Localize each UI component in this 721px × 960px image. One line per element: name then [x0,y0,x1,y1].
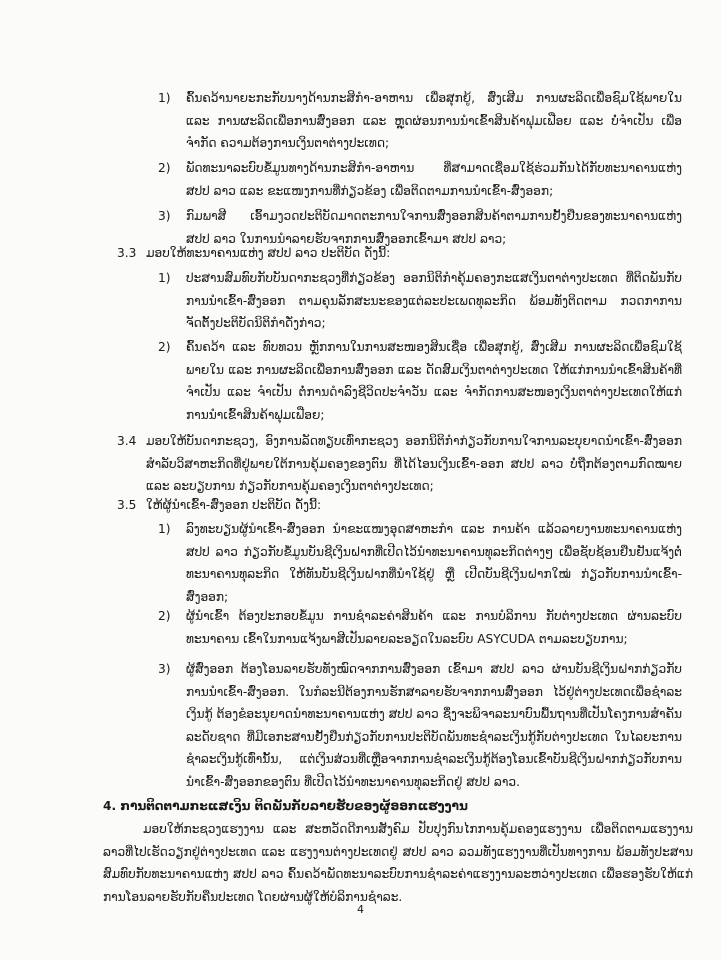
section-paragraph: ມອບໃຫ້ກະຊວງແຮງງານ ແລະ ສະຫວັດດີການສັງຄົມ ປັບປຸງກົນໄກການຄຸ້ມຄອງແຮງງານ ເພື່ອຕິດຕາມແຮງງານລາວທີ່ໄປເຮັດວຽກຢູ່ຕ່າງປະເທດ ແລະ ແຮງງານຕ່າງປະເທດຢູ່ ສປປ ລາວ ລວມທັງແຮງງານທີ່ເປັນທາງການ ພ້ອມທັງປະສານສົມທົບກັບທະນາຄານແຫ່ງ ສປປ ລາວ ຄົ້ນຄວ້າພັດທະນາລະບົບການຊຳລະຄ່າແຮງງານລະຫວ່າງປະເທດ ເພື່ອຮອງຮັບໃຫ້ແກ່ການໂອນລາຍຮັບກັບຄືນປະເທດ ໂດຍຜ່ານຜູ້ໃຫ້ບໍລິການຊຳລະ. [103,822,693,904]
item-text: ຜູ້ນຳເຂົ້າ ຕ້ອງປະກອບຂໍ້ມູນ ການຊຳລະຄ່າສິນຄ້າ ແລະ ການບໍລິການ ກັບຕ່າງປະເທດ ຜ່ານລະບົບທະນາຄານ ເຂົ້າໃນການແຈ້ງພາສີເປັນລາຍລະອຽດໃນລະບົບ ASYCUDA ຕາມລະບຽບການ; [186,609,682,646]
item-text: ຜູ້ສົ່ງອອກ ຕ້ອງໂອນລາຍຮັບທັງໝົດຈາກການສົ່ງອອກ ເຂົ້າມາ ສປປ ລາວ ຜ່ານບັນຊີເງິນຝາກກ່ຽວກັບການນຳເຂົ້າ-ສົ່ງອອກ. ໃນກໍລະນີຕ້ອງການຮັກສາລາຍຮັບຈາກການສົ່ງອອກ ໄວ້ຢູ່ຕ່າງປະເທດເພື່ອຊຳລະເງິນກູ້ ຕ້ອງຂໍອະນຸຍາດນຳທະນາຄານແຫ່ງ ສປປ ລາວ ຊຶ່ງຈະພິຈາລະນາບົນພື້ນຖານທີ່ເປັນໂຄງການສຳຄັນລະດັບຊາດ ທີ່ມີເອກະສານຢັ້ງຢືນກ່ຽວກັບການປະຕິບັດພັນທະຊຳລະເງິນກູ້ກັບຕ່າງປະເທດ ໃນໄລຍະການຊຳລະເງິນກູ້ເທົ່ານັ້ນ, ແຕ່ເງິນສ່ວນທີ່ເຫຼືອຈາກການຊຳລະເງິນກູ້ຕ້ອງໂອນເຂົ້າບັນຊີເງິນຝາກກ່ຽວກັບການນຳເຂົ້າ-ສົ່ງອອກຂອງຕົນ ທີ່ເປີດໄວ້ນຳທະນາຄານທຸລະກິດຢູ່ ສປປ ລາວ. [186,662,682,789]
section-text: ໃຫ້ຜູ້ນຳເຂົ້າ-ສົ່ງອອກ ປະຕິບັດ ດັ່ງນີ້: [146,498,322,512]
section-text: ມອບໃຫ້ທະນາຄານແຫ່ງ ສປປ ລາວ ປະຕິບັດ ດັ່ງນີ້: [146,246,391,260]
item-number: 1) [158,91,171,105]
section-number: 3.4 [117,434,137,448]
item-number: 3) [158,209,171,223]
item-text: ຄົ້ນຄວ້າ ແລະ ທົບທວນ ຫຼັກການໃນການສະໜອງສິນເຊື່ອ ເພື່ອສຸກຍູ້, ສົ່ງເສີມ ການຜະລິດເພື່ອຊົມໃຊ້ພາຍໃນ ແລະ ການຜະລິດເພື່ອການສົ່ງອອກ ແລະ ດັດສົມເງິນຕາຕ່າງປະເທດ ໃຫ້ແກ່ການນຳເຂົ້າສິນຄ້າທີ່ຈຳເປັນ ແລະ ຈຳເປັນ ຕໍ່ການດຳລົງຊີວິດປະຈຳວັນ ແລະ ຈຳກັດການສະໜອງເງິນຕາຕ່າງປະເທດໃຫ້ແກ່ການນຳເຂົ້າສິນຄ້າຟຸມເຟືອຍ; [186,340,682,422]
item-number: 2) [158,609,171,623]
item-number: 1) [158,522,171,536]
page-number: 4 [357,903,364,916]
item-number: 3) [158,662,171,676]
item-text: ພັດທະນາລະບົບຂໍ້ມູນທາງດ້ານກະສິກຳ-ອາຫານ ທີ່ສາມາດເຊື່ອມໃຊ້ຮ່ວມກັນໄດ້ກັບທະນາຄານແຫ່ງ ສປປ ລາວ ແລະ ຂະແໜງການທີ່ກ່ຽວຂ້ອງ ເພື່ອຕິດຕາມການນຳເຂົ້າ-ສົ່ງອອກ; [186,161,682,198]
item-number: 2) [158,340,171,354]
item-text: ຄົ້ນຄວ້ານາຍະກະກັບນາງດ້ານກະສິກຳ-ອາຫານ ເພື່ອສຸກຍູ້, ສົ່ງເສີມ ການຜະລິດເພື່ອຊົມໃຊ້ພາຍໃນ ແລະ ການຜະລິດເພື່ອການສົ່ງອອກ ແລະ ຫຼຸດຜ່ອນການນຳເຂົ້າສິນຄ້າຟຸມເຟືອຍ ແລະ ບໍ່ຈຳເປັນ ເພື່ອຈຳກັດ ຄວາມຕ້ອງການເງິນຕາຕ່າງປະເທດ; [186,91,682,151]
section-heading: 4. ການຕິດຕາມກະແສເງິນ ຕິດພັນກັບລາຍຮັບຂອງຜູ້ອອກແຮງງານ [103,799,468,813]
item-number: 1) [158,271,171,285]
item-number: 2) [158,161,171,175]
section-number: 3.3 [117,246,137,260]
item-text: ກົມພາສີ ເອົ້າມງວດປະຕິບັດມາດຕະການໃຈການສົ່ງອອກສິນຄ້າຕາມການຢັ້ງຢືນຂອງທະນາຄານແຫ່ງ ສປປ ລາວ ໃນການນຳລາຍຮັບຈາກການສົ່ງອອກເຂົ້າມາ ສປປ ລາວ; [186,209,682,246]
item-text: ປະສານສົມທົບກັບບັນດາກະຊວງທີ່ກ່ຽວຂ້ອງ ອອກນິຕິກຳຄຸ້ມຄອງກະແສເງິນຕາຕ່າງປະເທດ ທີ່ຕິດພັນກັບການນຳເຂົ້າ-ສົ່ງອອກ ຕາມຄຸນລັກສະນະຂອງແຕ່ລະປະເພດທຸລະກິດ ພ້ອມທັງຕິດຕາມ ກວດກາການຈັດຕັ້ງປະຕິບັດນິຕິກຳດັ່ງກ່າວ; [186,271,682,331]
section-number: 3.5 [117,498,137,512]
section-text: ມອບໃຫ້ບັນດາກະຊວງ, ອົງການລັດທຽບເທົ່າກະຊວງ ອອກນິຕິກຳກ່ຽວກັບການໃຈການລະບຸຍາດນຳເຂົ້າ-ສົ່ງອອກ ສຳລັບວິສາຫະກິດທີ່ຢູ່ພາຍໃຕ້ການຄຸ້ມຄອງຂອງຕົນ ທີ່ໄດ້ໄອນເງິນເຂົ້າ-ອອກ ສປປ ລາວ ບໍ່ຖືກຕ້ອງຕາມກົດໝາຍ ແລະ ລະບຽບການ ກ່ຽວກັບການຄຸ້ມຄອງເງິນຕາຕ່າງປະເທດ; [146,434,682,494]
item-text: ລົງທະບຽນຜູ້ນຳເຂົ້າ-ສົ່ງອອກ ນຳຂະແໜງອຸດສາຫະກຳ ແລະ ການຄ້າ ແລ້ວລາຍງານທະນາຄານແຫ່ງ ສປປ ລາວ ກ່ຽວກັບຂໍ້ມູນບັນຊີເງິນຝາກທີ່ເປີດໄວ້ນຳທະນາຄານທຸລະກິດຕ່າງໆ ເພື່ອຊັບຊ້ອນຢືນຢັນແຈ້ງຕໍ່ທະນາຄານທຸລະກິດ ໃຫ້ທັນບັນຊີເງິນຝາກທີ່ນຳໃຊ້ຢູ່ ຫຼື ເປີດບັນຊີເງິນຝາກໃໝ່ ກ່ຽວກັບການນຳເຂົ້າ-ສົ່ງອອກ; [186,522,682,604]
